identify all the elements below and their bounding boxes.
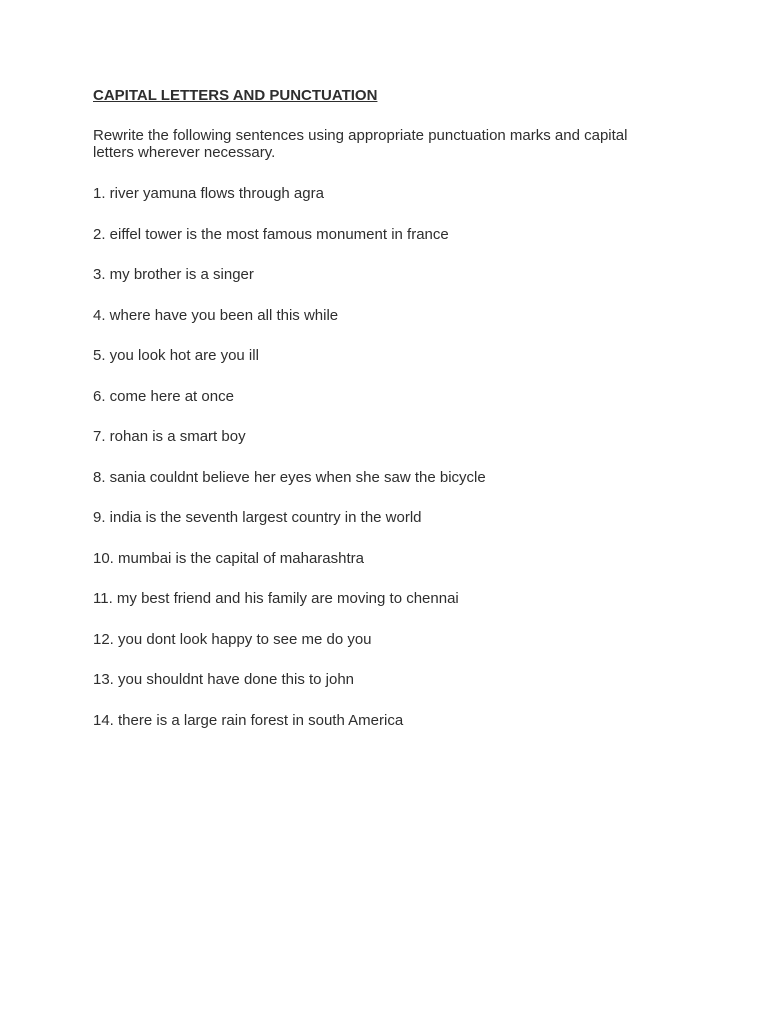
worksheet-page: [93, 87, 668, 752]
sentence-item: 10. mumbai is the capital of maharashtra: [93, 549, 364, 567]
sentence-item: 8. sania couldnt believe her eyes when she saw the bicycle: [93, 468, 486, 486]
worksheet-instructions: Rewrite the following sentences using appropriate punctuation marks and capital letters wherever necessary.: [93, 127, 628, 161]
sentence-item: 3. my brother is a singer: [93, 266, 254, 283]
sentence-list: [93, 185, 668, 729]
sentence-item: 1. river yamuna flows through agra: [93, 185, 324, 202]
sentence-item: 9. india is the seventh largest country in the world: [93, 509, 422, 526]
sentence-item: 5. you look hot are you ill: [93, 347, 259, 364]
sentence-item: 6. come here at once: [93, 387, 234, 405]
worksheet-title: CAPITAL LETTERS AND PUNCTUATION: [93, 87, 378, 104]
sentence-item: 12. you dont look happy to see me do you: [93, 630, 372, 648]
sentence-item: 13. you shouldnt have done this to john: [93, 671, 355, 688]
sentence-item: 14. there is a large rain forest in south America: [93, 711, 404, 729]
sentence-item: 7. rohan is a smart boy: [93, 428, 246, 445]
sentence-item: 2. eiffel tower is the most famous monument in france: [93, 225, 449, 243]
sentence-item: 11. my best friend and his family are moving to chennai: [93, 590, 459, 607]
sentence-item: 4. where have you been all this while: [93, 306, 339, 324]
